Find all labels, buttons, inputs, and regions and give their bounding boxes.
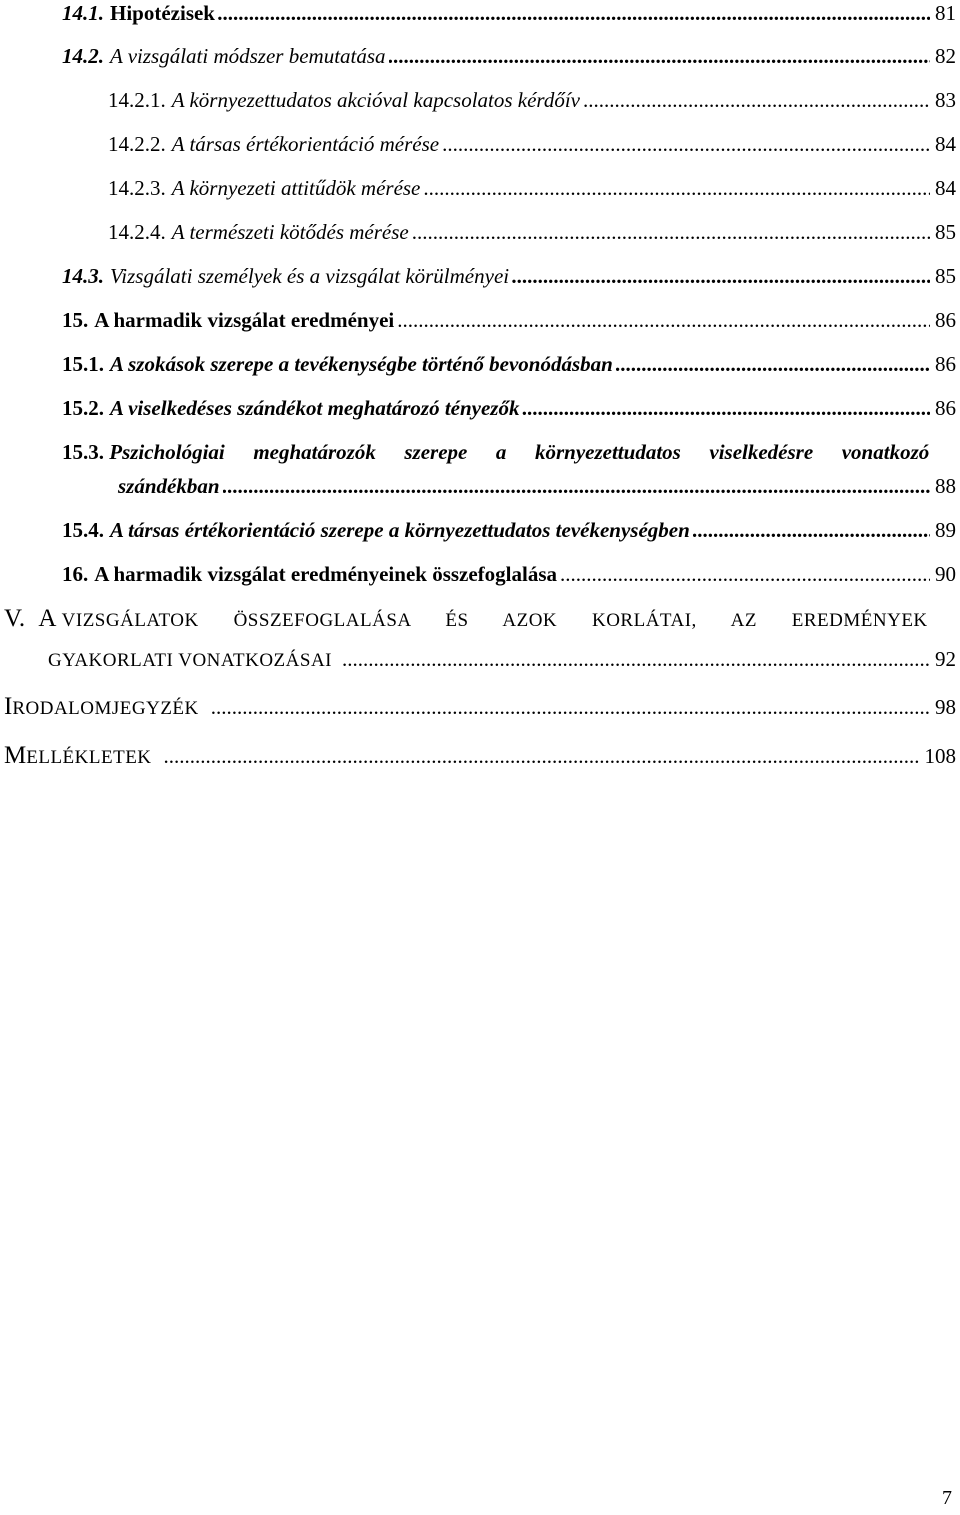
toc-page-number: 84: [935, 132, 956, 156]
toc-title: A társas értékorientáció szerepe a környezettudatos tevékenységben: [110, 518, 690, 542]
toc-entry-15-2[interactable]: [62, 395, 956, 421]
toc-title: A társas értékorientáció mérése: [171, 132, 440, 156]
bibliography-title: RODALOMJEGYZÉK: [12, 698, 199, 719]
toc-page-number: 88: [935, 474, 956, 498]
toc-page-number: 86: [935, 308, 956, 332]
toc-title: A vizsgálati módszer bemutatása: [110, 44, 386, 68]
toc-chapter-5-continued[interactable]: [48, 646, 956, 674]
toc-title: Hipotézisek: [110, 1, 215, 25]
dot-leader: [223, 473, 930, 499]
dot-leader: [211, 694, 930, 720]
toc-number: 14.2.3.: [108, 176, 166, 200]
toc-entry-14-2-3[interactable]: [108, 175, 956, 201]
toc-page-number: 83: [935, 88, 956, 112]
toc-title: A szokások szerepe a tevékenységbe történő bevonódásban: [110, 352, 613, 376]
toc-title-line-1: Pszichológiai meghatározók szerepe a környezettudatos viselkedésre vonatkozó: [109, 440, 930, 464]
chapter-title-line-1: VIZSGÁLATOK ÖSSZEFOGLALÁSA ÉS AZOK KORLÁTAI, AZ EREDMÉNYEK: [61, 610, 928, 631]
toc-entry-15-1[interactable]: [62, 351, 956, 377]
dot-leader: [397, 307, 930, 333]
toc-number: 14.2.1.: [108, 88, 166, 112]
toc-number: 15.: [62, 308, 89, 332]
toc-page-number: 90: [935, 562, 956, 586]
toc-page-number: 84: [935, 176, 956, 200]
toc-page-number: 98: [935, 695, 956, 719]
toc-number: 14.1.: [62, 1, 104, 25]
toc-entry-14-2-1[interactable]: [108, 87, 956, 113]
toc-title-line-2: szándékban: [118, 474, 220, 498]
toc-number: 14.3.: [62, 264, 104, 288]
toc-title: Vizsgálati személyek és a vizsgálat körülményei: [110, 264, 510, 288]
dot-leader: [512, 263, 930, 289]
appendix-initial: M: [4, 742, 27, 769]
toc-title: A környezeti attitűdök mérése: [171, 176, 421, 200]
toc-number: 15.2.: [62, 396, 104, 420]
toc-entry-15-3[interactable]: [62, 439, 929, 465]
dot-leader: [342, 646, 930, 672]
toc-entry-14-2-4[interactable]: [108, 219, 956, 245]
toc-page-number: 92: [935, 647, 956, 671]
dot-leader: [560, 561, 930, 587]
toc-title: A harmadik vizsgálat eredményei: [94, 308, 395, 332]
toc-title: A környezettudatos akcióval kapcsolatos kérdőív: [171, 88, 580, 112]
toc-number: 14.2.4.: [108, 220, 166, 244]
toc-page-number: 108: [924, 744, 956, 768]
appendix-title: ELLÉKLETEK: [26, 747, 152, 768]
toc-title: A természeti kötődés mérése: [171, 220, 409, 244]
toc-entry-15-4[interactable]: [62, 517, 956, 543]
toc-entry-14-2[interactable]: [62, 43, 956, 69]
toc-page-number: 81: [935, 1, 956, 25]
toc-entry-14-1[interactable]: [62, 0, 956, 26]
dot-leader: [616, 351, 930, 377]
bibliography-initial: I: [4, 693, 13, 720]
dot-leader: [423, 175, 930, 201]
toc-title: A viselkedéses szándékot meghatározó tényezők: [110, 396, 520, 420]
toc-number: 14.2.: [62, 44, 104, 68]
dot-leader: [389, 43, 930, 69]
toc-entry-15-3-continued[interactable]: [118, 473, 956, 499]
toc-number: 15.4.: [62, 518, 104, 542]
dot-leader: [522, 395, 930, 421]
chapter-title-line-2: GYAKORLATI VONATKOZÁSAI: [48, 650, 333, 671]
page-number: 7: [942, 1487, 952, 1509]
toc-chapter-5[interactable]: [4, 606, 928, 634]
toc-page-number: 82: [935, 44, 956, 68]
toc-number: 14.2.2.: [108, 132, 166, 156]
toc-page-number: 86: [935, 352, 956, 376]
dot-leader: [218, 0, 930, 26]
toc-number: 15.3.: [62, 440, 104, 464]
toc-entry-16[interactable]: [62, 561, 956, 587]
toc-page-number: 86: [935, 396, 956, 420]
toc-appendix[interactable]: [4, 743, 956, 771]
toc-page-number: 89: [935, 518, 956, 542]
toc-bibliography[interactable]: [4, 694, 956, 722]
dot-leader: [442, 131, 930, 157]
dot-leader: [412, 219, 930, 245]
toc-entry-14-2-2[interactable]: [108, 131, 956, 157]
toc-number: 16.: [62, 562, 89, 586]
chapter-number: V.: [4, 605, 26, 632]
toc-number: 15.1.: [62, 352, 104, 376]
toc-entry-14-3[interactable]: [62, 263, 956, 289]
toc-entry-15[interactable]: [62, 307, 956, 333]
dot-leader: [583, 87, 930, 113]
chapter-title-initial: A: [38, 605, 57, 632]
toc-title: A harmadik vizsgálat eredményeinek összefoglalása: [94, 562, 558, 586]
toc-page-number: 85: [935, 264, 956, 288]
toc-page-number: 85: [935, 220, 956, 244]
dot-leader: [693, 517, 930, 543]
dot-leader: [164, 743, 920, 769]
